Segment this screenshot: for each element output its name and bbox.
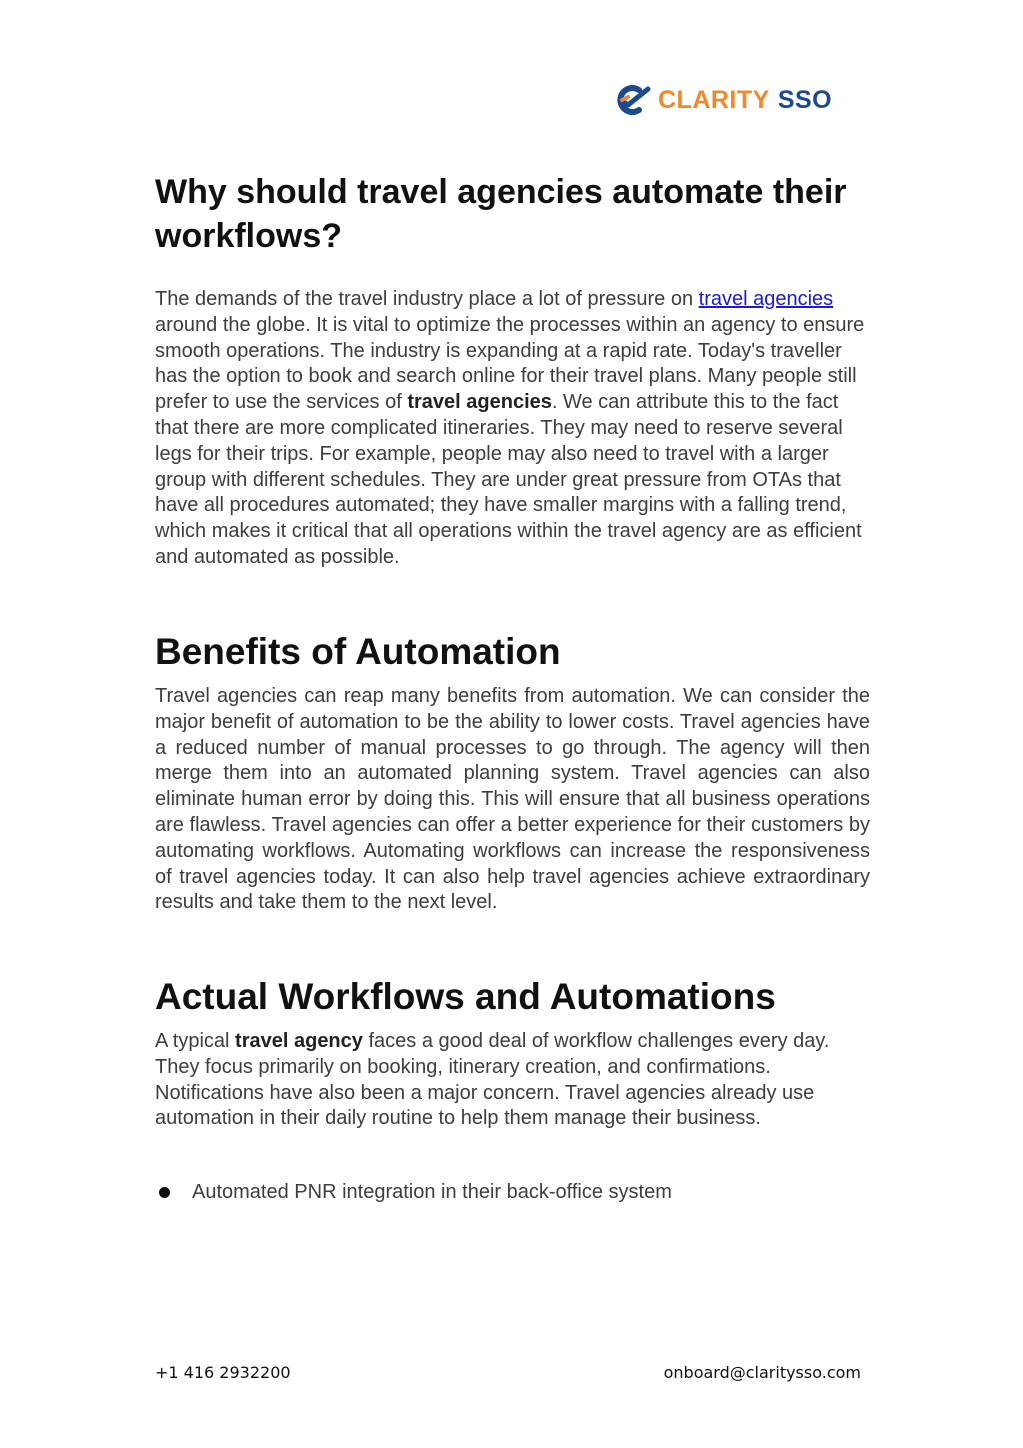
benefits-paragraph: Travel agencies can reap many benefits from automation. We can consider the major benefit of automation to be the ability to lower costs. Travel agencies have a reduced number of manual processes to go through. The agency will then merge them into an automated planning system. Travel agencies can also eliminate human error by doing this. This will ensure that all business operations are flawless. Travel agencies can offer a better experience for their customers by automating workflows. Automating workflows can increase the responsiveness of travel agencies today. It can also help travel agencies achieve extraordinary results and take them to the next level.	[155, 685, 870, 914]
bullet-text: Automated PNR integration in their back-office system	[192, 1181, 672, 1203]
workflows-text-1: A typical	[155, 1030, 236, 1052]
workflows-paragraph	[155, 1029, 870, 1132]
intro-bold-travel-agencies: travel agencies	[407, 391, 552, 414]
workflows-text-2: faces a good deal of workflow challenges every day. They focus primarily on booking, itinerary creation, and confirmations. Notifications have also been a major concern. Travel agencies already use automation in their daily routine to help them manage their business.	[155, 1030, 830, 1130]
travel-agencies-link[interactable]: travel agencies	[698, 288, 834, 310]
company-logo	[612, 82, 868, 118]
workflows-heading: Actual Workflows and Automations	[155, 976, 776, 1017]
intro-paragraph	[155, 287, 870, 571]
logo-word-sso: SSO	[777, 85, 833, 114]
workflows-bold-travel-agency: travel agency	[235, 1030, 363, 1052]
benefits-heading: Benefits of Automation	[155, 631, 561, 672]
footer-phone: +1 416 2932200	[155, 1363, 291, 1382]
intro-text-2: around the globe. It is vital to optimize the processes within an agency to ensure smooth operations. The industry is expanding at a rapid rate. Today's traveller has the option to book and search online for their travel plans. Many people still prefer to use the services of	[155, 313, 865, 414]
footer-email: onboard@claritysso.com	[663, 1363, 861, 1382]
intro-text-1: The demands of the travel industry place a lot of pressure on	[155, 288, 699, 310]
logo-word-clarity: CLARITY	[658, 85, 770, 114]
intro-text-3: . We can attribute this to the fact that there are more complicated itineraries. They may need to reserve several legs for their trips. For example, people may also need to travel with a larger group with different schedules. They are under great pressure from OTAs that have all procedures automated; they have smaller margins with a falling trend, which makes it critical that all operations within the travel agency are as efficient and automated as possible.	[155, 391, 862, 568]
workflows-bullet-list	[155, 1178, 870, 1206]
logo-wordmark	[658, 86, 832, 115]
clarity-sso-check-c-icon	[612, 83, 652, 117]
list-item	[155, 1178, 870, 1206]
page-title: Why should travel agencies automate their workflows?	[155, 173, 847, 255]
bullet-dot-icon	[159, 1187, 170, 1198]
